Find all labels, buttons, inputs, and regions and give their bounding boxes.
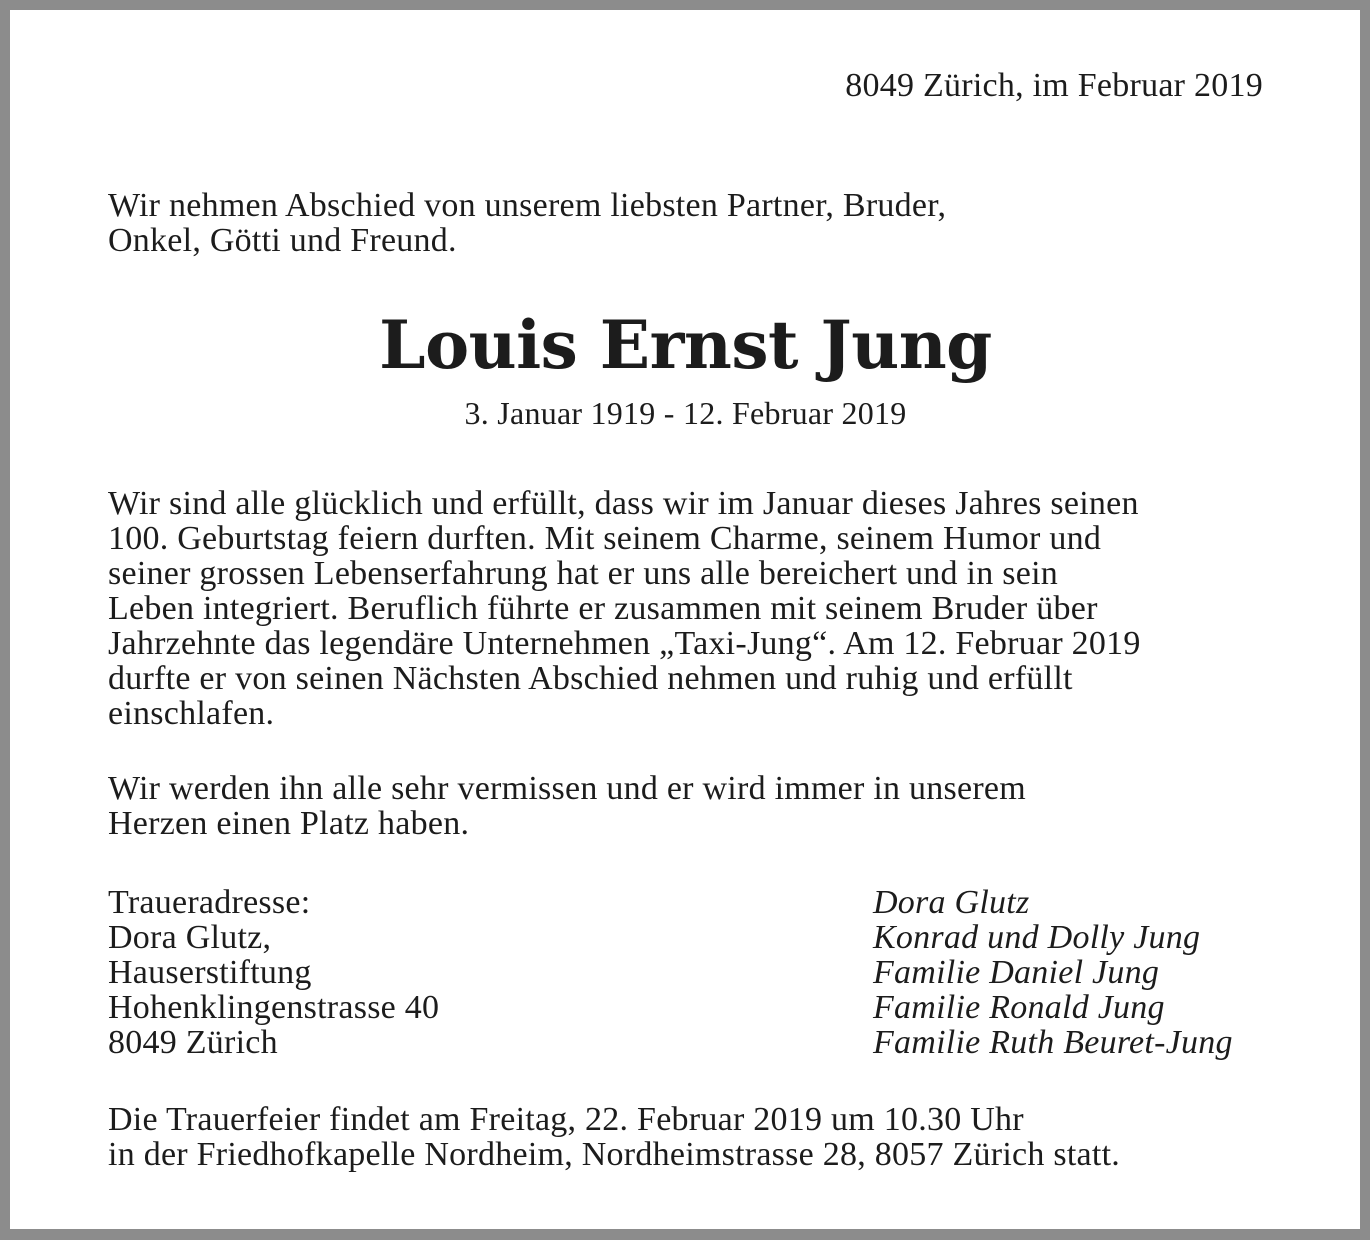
address-line: Hauserstiftung [108, 954, 312, 991]
service-line: Die Trauerfeier findet am Freitag, 22. Februar 2019 um 10.30 Uhr [108, 1101, 1024, 1138]
tribute-line: Wir sind alle glücklich und erfüllt, dass wir im Januar dieses Jahres seinen [108, 485, 1139, 522]
obituary-notice [108, 0, 1263, 1240]
mourner-name: Konrad und Dolly Jung [873, 919, 1201, 956]
tribute-line: Jahrzehnte das legendäre Unternehmen „Taxi-Jung“. Am 12. Februar 2019 [108, 625, 1141, 662]
intro-line: Wir nehmen Abschied von unserem liebsten Partner, Bruder, [108, 187, 947, 224]
funeral-service-info [108, 1102, 1268, 1172]
mourner-name: Dora Glutz [873, 884, 1030, 921]
mourners-list [873, 885, 1233, 1060]
tribute-line: einschlafen. [108, 695, 275, 732]
address-line: Dora Glutz, [108, 919, 272, 956]
address-line: Hohenklingenstrasse 40 [108, 989, 440, 1026]
mourner-name: Familie Ronald Jung [873, 989, 1165, 1026]
address-line: 8049 Zürich [108, 1024, 278, 1061]
farewell-line: Herzen einen Platz haben. [108, 805, 470, 842]
tribute-paragraph [108, 486, 1268, 731]
tribute-line: Leben integriert. Beruflich führte er zusammen mit seinem Bruder über [108, 590, 1098, 627]
mourner-name: Familie Ruth Beuret-Jung [873, 1024, 1233, 1061]
farewell-paragraph [108, 771, 1268, 841]
mourning-address [108, 885, 439, 1060]
intro-paragraph [108, 188, 1208, 258]
mourner-name: Familie Daniel Jung [873, 954, 1160, 991]
tribute-line: 100. Geburtstag feiern durften. Mit seinem Charme, seinem Humor und [108, 520, 1102, 557]
life-dates: 3. Januar 1919 - 12. Februar 2019 [464, 395, 907, 431]
place-date: 8049 Zürich, im Februar 2019 [845, 67, 1263, 104]
deceased-name: Louis Ernst Jung [379, 306, 992, 384]
mourning-address-label: Traueradresse: [108, 884, 311, 921]
tribute-line: seiner grossen Lebenserfahrung hat er uns alle bereichert und in sein [108, 555, 1059, 592]
service-line: in der Friedhofkapelle Nordheim, Nordheimstrasse 28, 8057 Zürich statt. [108, 1136, 1121, 1173]
intro-line: Onkel, Götti und Freund. [108, 222, 457, 259]
farewell-line: Wir werden ihn alle sehr vermissen und er wird immer in unserem [108, 770, 1026, 807]
tribute-line: durfte er von seinen Nächsten Abschied nehmen und ruhig und erfüllt [108, 660, 1073, 697]
